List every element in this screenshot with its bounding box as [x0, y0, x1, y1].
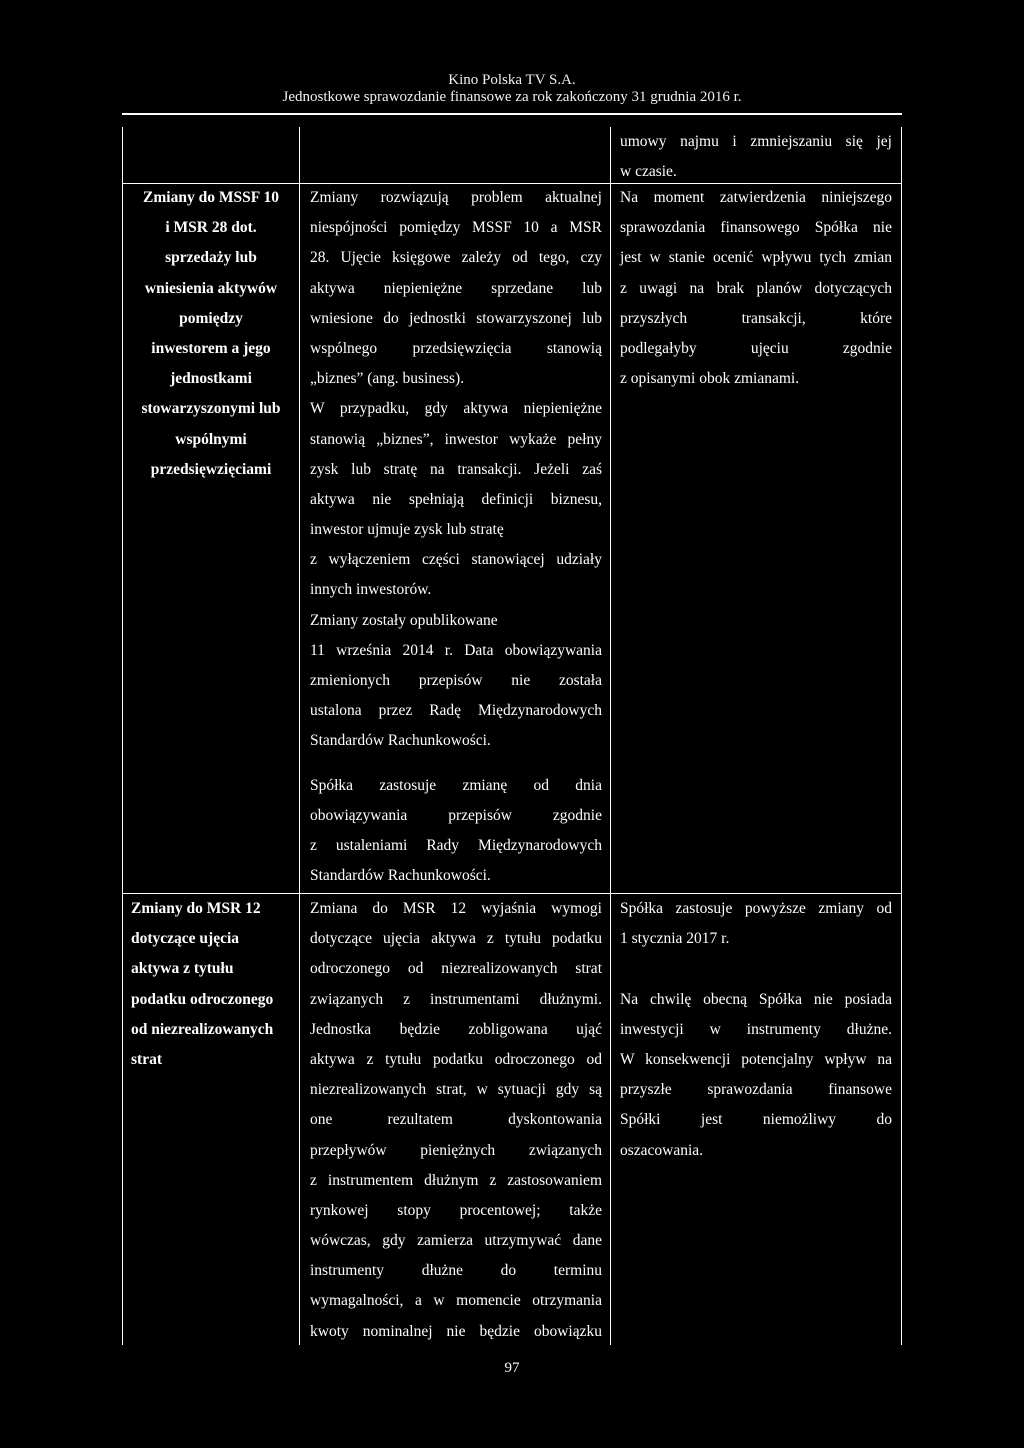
text-line: Standardów Rachunkowości. — [310, 732, 491, 750]
text-line: zmienionych przepisów nie została — [310, 672, 602, 689]
text-line: 11 września 2014 r. Data obowiązywania — [310, 641, 602, 659]
text-line: Zmiany do MSSF 10 — [143, 189, 279, 206]
text-line: innych inwestorów. — [310, 581, 432, 599]
text-line — [310, 757, 602, 771]
row-2-impact — [620, 894, 892, 1166]
text-line: kwoty nominalnej nie będzie obowiązku — [310, 1322, 602, 1340]
company-name: Kino Polska TV S.A. — [448, 72, 576, 88]
text-line: odroczonego od niezrealizowanych strat — [310, 960, 602, 978]
text-line: podatku odroczonego — [131, 990, 274, 1008]
text-line: one rezultatem dyskontowania — [310, 1111, 602, 1129]
text-line: związanych z instrumentami dłużnymi. — [310, 990, 602, 1008]
row-1-description — [310, 183, 602, 891]
table-border-col3 — [610, 127, 611, 1345]
page-header — [0, 72, 1024, 106]
text-line: wniesione do jednostki stowarzyszonej lub — [310, 309, 602, 327]
row-1-standard-name — [131, 183, 291, 485]
text-line: sprawozdania finansowego Spółka nie — [620, 219, 892, 237]
text-line: jest w stanie ocenić wpływu tych zmian — [620, 249, 892, 267]
text-line — [620, 954, 892, 984]
text-line: Na chwilę obecną Spółka nie posiada — [620, 990, 892, 1008]
text-line: wówczas, gdy zamierza utrzymywać dane — [310, 1232, 602, 1250]
text-line: Zmiana do MSR 12 wyjaśnia wymogi — [310, 900, 602, 917]
text-line: inwestycji w instrumenty dłużne. — [620, 1020, 892, 1038]
text-line: Zmiany do MSR 12 — [131, 900, 261, 917]
text-line: inwestor ujmuje zysk lub stratę — [310, 521, 504, 539]
text-line: oszacowania. — [620, 1141, 704, 1159]
text-line: Zmiany zostały opublikowane — [310, 611, 498, 629]
row-2-standard-name — [131, 894, 296, 1075]
text-line: W przypadku, gdy aktywa niepieniężne — [310, 400, 602, 418]
text-line: z ustaleniami Rady Międzynarodowych — [310, 836, 602, 854]
table-border-col2 — [299, 127, 300, 1345]
text-line: Spółki jest niemożliwy do — [620, 1111, 892, 1129]
row-0-impact — [620, 127, 892, 187]
text-line: stanowią „biznes”, inwestor wykaże pełny — [310, 430, 602, 448]
text-line: strat — [131, 1050, 162, 1068]
header-rule — [122, 113, 902, 115]
text-line: Spółka zastosuje zmianę od dnia — [310, 776, 602, 794]
page-number: 97 — [504, 1360, 520, 1376]
text-line: rynkowej stopy procentowej; także — [310, 1201, 602, 1219]
text-line: ustalona przez Radę Międzynarodowych — [310, 702, 602, 720]
text-line: wspólnego przedsięwzięcia stanowią — [310, 339, 602, 357]
text-line: niespójności pomiędzy MSSF 10 a MSR — [310, 219, 602, 237]
table-border-left — [122, 127, 123, 1345]
text-line: przepływów pieniężnych związanych — [310, 1141, 602, 1159]
text-line: Standardów Rachunkowości. — [310, 867, 491, 885]
table-border-right — [901, 127, 902, 1345]
text-line: inwestorem a jego — [151, 339, 271, 357]
text-line: aktywa z tytułu podatku odroczonego od — [310, 1050, 602, 1068]
text-line: w czasie. — [620, 163, 677, 181]
text-line: wspólnymi — [175, 430, 247, 448]
text-line: przyszłe sprawozdania finansowe — [620, 1081, 892, 1099]
text-line: i MSR 28 dot. — [165, 219, 257, 237]
text-line: od niezrealizowanych — [131, 1020, 274, 1038]
row-2-description — [310, 894, 602, 1347]
text-line: pomiędzy — [179, 309, 243, 327]
text-line: wniesienia aktywów — [144, 279, 278, 297]
text-line: aktywa niepieniężne sprzedane lub — [310, 279, 602, 297]
text-line: z uwagi na brak planów dotyczących — [620, 279, 892, 297]
text-line: dotyczące ujęcia — [131, 930, 240, 948]
text-line: dotyczące ujęcia aktywa z tytułu podatku — [310, 930, 602, 948]
text-line: W konsekwencji potencjalny wpływ na — [620, 1050, 892, 1068]
text-line: Na moment zatwierdzenia niniejszego — [620, 189, 892, 206]
text-line: przedsięwzięciami — [150, 460, 272, 478]
text-line: z wyłączeniem części stanowiącej udziały — [310, 551, 602, 569]
text-line: instrumenty dłużne do terminu — [310, 1262, 602, 1280]
text-line: z opisanymi obok zmianami. — [620, 370, 800, 388]
text-line: 28. Ujęcie księgowe zależy od tego, czy — [310, 249, 602, 267]
text-line: wymagalności, a w momencie otrzymania — [310, 1292, 602, 1310]
text-line: jednostkami — [170, 370, 252, 388]
row-1-impact — [620, 183, 892, 394]
text-line: Zmiany rozwiązują problem aktualnej — [310, 189, 602, 206]
text-line: Jednostka będzie zobligowana ująć — [310, 1020, 602, 1038]
text-line: aktywa nie spełniają definicji biznesu, — [310, 490, 602, 508]
text-line: sprzedaży lub — [165, 249, 257, 267]
text-line: zysk lub stratę na transakcji. Jeżeli zaś — [310, 460, 602, 478]
text-line: Spółka zastosuje powyższe zmiany od — [620, 900, 892, 917]
text-line: „biznes” (ang. business). — [310, 370, 465, 388]
text-line: 1 stycznia 2017 r. — [620, 930, 730, 948]
text-line: z instrumentem dłużnym z zastosowaniem — [310, 1171, 602, 1189]
text-line: obowiązywania przepisów zgodnie — [310, 806, 602, 824]
text-line: aktywa z tytułu — [131, 960, 234, 978]
text-line: stowarzyszonymi lub — [141, 400, 281, 418]
report-title: Jednostkowe sprawozdanie finansowe za rok zakończony 31 grudnia 2016 r. — [282, 89, 742, 105]
text-line: podlegałyby ujęciu zgodnie — [620, 339, 892, 357]
text-line: niezrealizowanych strat, w sytuacji gdy są — [310, 1081, 602, 1099]
text-line: umowy najmu i zmniejszaniu się jej — [620, 133, 892, 150]
text-line: przyszłych transakcji, które — [620, 309, 892, 327]
